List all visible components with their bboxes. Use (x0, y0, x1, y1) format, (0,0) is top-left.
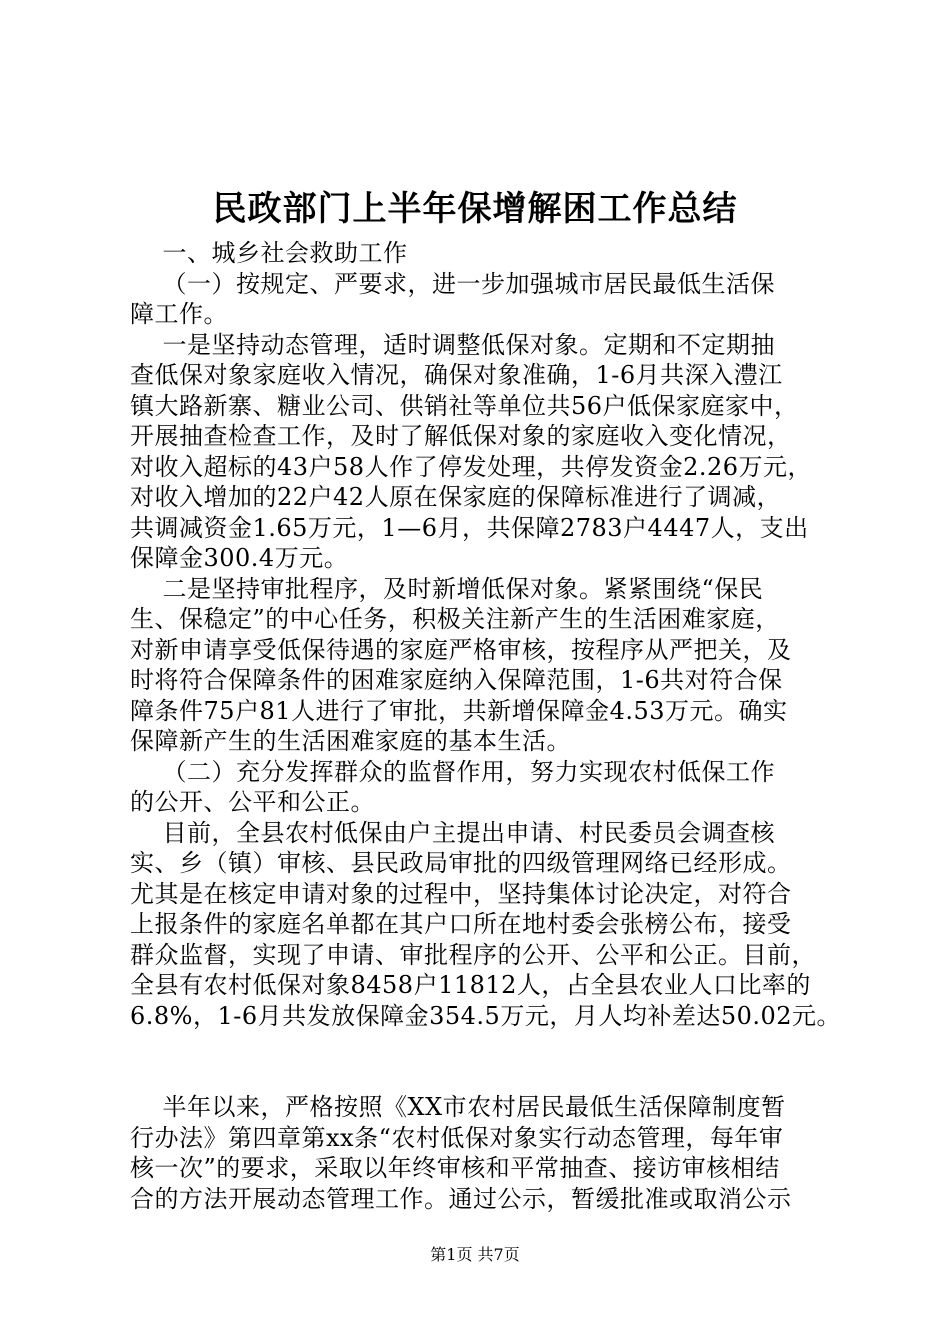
text-line: 二是坚持审批程序，及时新增低保对象。紧紧围绕“保民 (130, 574, 764, 603)
document-title: 民政部门上半年保增解困工作总结 (212, 189, 738, 229)
text-line: 共调减资金1.65万元，1—6月，共保障2783户4447人，支出 (130, 513, 809, 542)
text-line: 上报条件的家庭名单都在其户口所在地村委会张榜公布，接受 (130, 910, 792, 938)
text-line: 时将符合保障条件的困难家庭纳入保障范围，1-6共对符合保 (130, 666, 783, 694)
text-line: 生、保稳定”的中心任务，积极关注新产生的生活困难家庭， (130, 605, 780, 633)
text-line: 目前，全县农村低保由户主提出申请、村民委员会调查核 (130, 818, 776, 847)
text-line: 全县有农村低保对象8458户11812人，占全县农业人口比率的 (130, 971, 811, 999)
text-line: 保障金300.4万元。 (130, 544, 349, 572)
text-line: 群众监督，实现了申请、审批程序的公开、公平和公正。目前， (130, 940, 816, 969)
text-line: 实、乡（镇）审核、县民政局审批的四级管理网络已经形成。 (130, 849, 792, 877)
text-line: 半年以来，严格按照《XX市农村居民最低生活保障制度暂 (130, 1093, 786, 1121)
text-line: 核一次”的要求，采取以年终审核和平常抽查、接访审核相结 (130, 1154, 780, 1182)
text-line: 一、城乡社会救助工作 (130, 239, 408, 267)
text-line: 查低保对象家庭收入情况，确保对象准确，1-6月共深入澧江 (130, 361, 783, 389)
text-line: 对新申请享受低保待遇的家庭严格审核，按程序从严把关，及 (130, 635, 792, 664)
page-footer: 第1页 共7页 (430, 1245, 520, 1264)
text-line: 障工作。 (130, 300, 228, 328)
text-line: 的公开、公平和公正。 (130, 788, 375, 816)
text-line: 行办法》第四章第xx条“农村低保对象实行动态管理，每年审 (130, 1123, 784, 1152)
text-line: 对收入超标的43户58人作了停发处理，共停发资金2.26万元， (130, 452, 813, 481)
text-line: 保障新产生的生活困难家庭的基本生活。 (130, 727, 571, 755)
body-section-1 (130, 238, 842, 1031)
text-line: 开展抽查检查工作，及时了解低保对象的家庭收入变化情况， (130, 422, 792, 450)
text-line: （二）充分发挥群众的监督作用，努力实现农村低保工作 (130, 757, 776, 786)
text-line: （一）按规定、严要求，进一步加强城市居民最低生活保 (130, 269, 776, 298)
text-line: 尤其是在核定申请对象的过程中，坚持集体讨论决定，对符合 (130, 879, 792, 908)
document-body (130, 238, 842, 1214)
body-section-2 (130, 1092, 830, 1214)
text-line: 6.8%，1-6月共发放保障金354.5万元，月人均补差达50.02元。 (130, 1001, 842, 1030)
text-line: 障条件75户81人进行了审批，共新增保障金4.53万元。确实 (130, 696, 788, 725)
text-line: 一是坚持动态管理，适时调整低保对象。定期和不定期抽 (130, 330, 776, 359)
text-line: 对收入增加的22户42人原在保家庭的保障标准进行了调减， (130, 483, 782, 511)
paragraph-gap (130, 1031, 830, 1092)
text-line: 镇大路新寨、糖业公司、供销社等单位共56户低保家庭家中， (130, 391, 799, 420)
text-line: 合的方法开展动态管理工作。通过公示，暂缓批准或取消公示 (130, 1184, 792, 1213)
